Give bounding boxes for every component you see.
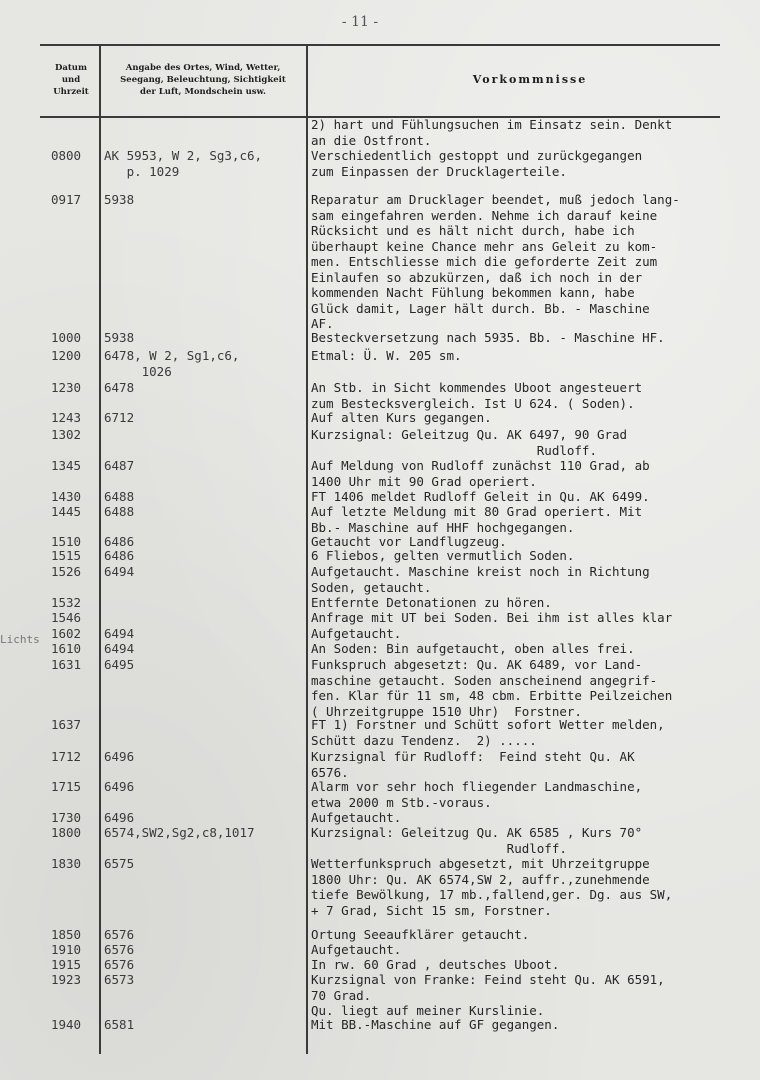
event-line: FT 1406 meldet Rudloff Geleit in Qu. AK 6499. (311, 489, 650, 504)
event-line: Kurzsignal für Rudloff: Feind steht Qu. AK (311, 749, 635, 764)
position-line: 6486 (104, 548, 135, 563)
event-line: Kurzsignal: Geleitzug Qu. AK 6497, 90 Grad (311, 427, 628, 442)
entry-time: 1602 (50, 626, 82, 641)
event-line: 6576. (311, 764, 349, 780)
position-line: 6581 (104, 1017, 135, 1032)
entry-event (311, 348, 760, 364)
position-line: 6496 (104, 779, 135, 794)
log-entry (0, 595, 760, 610)
log-entry (0, 641, 760, 656)
entry-position (104, 972, 306, 988)
event-line: Einlaufen so abzukürzen, daß ich noch in der (311, 269, 643, 285)
event-line: Aufgetaucht. (311, 626, 402, 641)
entry-position (104, 626, 306, 642)
event-line: FT 1) Forstner und Schütt sofort Wetter melden, (311, 717, 665, 732)
entry-time: 1430 (50, 489, 82, 504)
log-entry (0, 504, 760, 535)
entry-time: 0800 (50, 148, 82, 163)
event-line: + 7 Grad, Sicht 15 sm, Forstner. (311, 902, 552, 918)
event-line: Rudloff. (311, 840, 567, 856)
entry-position (104, 1017, 306, 1033)
entry-position (104, 564, 306, 580)
event-line: Funkspruch abgesetzt: Qu. AK 6489, vor Land- (311, 657, 643, 672)
log-entry (0, 927, 760, 942)
position-line: 6573 (104, 972, 135, 987)
event-line: überhaupt keine Chance mehr ans Geleit zu kom- (311, 238, 658, 254)
event-line: Getaucht vor Landflugzeug. (311, 534, 507, 549)
position-line: 6576 (104, 942, 135, 957)
event-line: ( Uhrzeitgruppe 1510 Uhr) Forstner. (311, 703, 582, 719)
event-line: 2) hart und Fühlungsuchen im Einsatz sein. Denkt (311, 117, 673, 132)
entry-time: 0917 (50, 192, 82, 207)
entry-event (311, 595, 760, 611)
entry-event (311, 927, 760, 943)
log-entry (0, 380, 760, 411)
event-line: Qu. liegt auf meiner Kurslinie. (311, 1003, 545, 1018)
position-line: 6576 (104, 927, 135, 942)
margin-note: Lichts (0, 633, 40, 646)
event-line: 6 Fliebos, gelten vermutlich Soden. (311, 548, 575, 563)
position-line: 6494 (104, 626, 135, 641)
log-entry (0, 117, 760, 148)
entry-time: 1515 (50, 548, 82, 563)
event-line: Aufgetaucht. Maschine kreist noch in Richtung (311, 564, 650, 579)
log-entry (0, 856, 760, 918)
event-line: Bb.- Maschine auf HHF hochgegangen. (311, 519, 575, 535)
entry-event (311, 657, 760, 719)
entry-position (104, 942, 306, 958)
entry-event (311, 380, 760, 411)
event-line: Auf Meldung von Rudloff zunächst 110 Grad, ab (311, 458, 650, 473)
entry-time: 1800 (50, 825, 82, 840)
position-line: 6488 (104, 504, 135, 519)
entry-time: 1715 (50, 779, 82, 794)
position-line: AK 5953, W 2, Sg3,c6, (104, 148, 263, 163)
entry-time: 1510 (50, 534, 82, 549)
log-entry (0, 825, 760, 856)
entry-event (311, 717, 760, 748)
entry-time: 1230 (50, 380, 82, 395)
entry-event (311, 548, 760, 564)
entry-position (104, 641, 306, 657)
entry-position (104, 148, 306, 179)
position-line: 6496 (104, 749, 135, 764)
position-line: 6576 (104, 957, 135, 972)
entry-position (104, 192, 306, 208)
column-divider-1 (99, 44, 101, 1054)
position-line: 6575 (104, 856, 135, 871)
header-date-time: Datum und Uhrzeit (53, 63, 89, 97)
log-entry (0, 489, 760, 504)
position-line: 1026 (104, 363, 172, 379)
entry-position (104, 856, 306, 872)
event-line: etwa 2000 m Stb.-voraus. (311, 794, 492, 810)
header-top-rule (40, 44, 720, 46)
position-line: 6496 (104, 810, 135, 825)
entry-event (311, 779, 760, 810)
event-line: Alarm vor sehr hoch fliegender Landmaschine, (311, 779, 643, 794)
entry-event (311, 117, 760, 148)
entry-event (311, 942, 760, 958)
entry-time: 1532 (50, 595, 82, 610)
position-line: 6495 (104, 657, 135, 672)
entry-event (311, 192, 760, 332)
log-entry (0, 534, 760, 549)
entry-time: 1915 (50, 957, 82, 972)
entry-event (311, 148, 760, 179)
log-entry (0, 410, 760, 425)
event-line: Rücksicht und es hält nicht durch, habe ich (311, 223, 635, 238)
page-number: - 11 - (341, 14, 379, 30)
position-line: 5938 (104, 330, 135, 345)
entry-time: 1637 (50, 717, 82, 732)
entry-time: 1200 (50, 348, 82, 363)
entry-time: 1000 (50, 330, 82, 345)
position-line: 6712 (104, 410, 135, 425)
entry-event (311, 458, 760, 489)
event-line: Kurzsignal: Geleitzug Qu. AK 6585 , Kurs 70° (311, 825, 643, 840)
event-line: An Stb. in Sicht kommendes Uboot angesteuert (311, 380, 643, 395)
event-line: AF. (311, 316, 334, 331)
event-line: Wetterfunkspruch abgesetzt, mit Uhrzeitgruppe (311, 856, 650, 871)
entry-position (104, 504, 306, 520)
entry-position (104, 458, 306, 474)
event-line: Entfernte Detonationen zu hören. (311, 595, 552, 610)
entry-position (104, 957, 306, 973)
event-line: Aufgetaucht. (311, 810, 402, 825)
position-line: p. 1029 (104, 163, 180, 179)
position-line: 6574,SW2,Sg2,c8,1017 (104, 825, 255, 840)
event-line: zum Einpassen der Drucklagerteile. (311, 163, 567, 179)
event-line: kommenden Nacht Fühlung bekommen kann, habe (311, 285, 635, 300)
event-line: sam eingefahren werden. Nehme ich darauf keine (311, 207, 658, 223)
event-line: Rudloff. (311, 442, 597, 458)
entry-event (311, 427, 760, 458)
event-line: Verschiedentlich gestoppt und zurückgegangen (311, 148, 643, 163)
event-line: Reparatur am Drucklager beendet, muß jedoch lang- (311, 192, 680, 207)
log-entry (0, 810, 760, 825)
event-line: Besteckversetzung nach 5935. Bb. - Maschine HF. (311, 330, 665, 345)
entry-time: 1526 (50, 564, 82, 579)
event-line: Kurzsignal von Franke: Feind steht Qu. AK 6591, (311, 972, 665, 987)
entry-event (311, 825, 760, 856)
entry-time: 1445 (50, 504, 82, 519)
event-line: fen. Klar für 11 sm, 48 cbm. Erbitte Peilzeichen (311, 688, 673, 703)
entry-time: 1345 (50, 458, 82, 473)
event-line: Mit BB.-Maschine auf GF gegangen. (311, 1017, 560, 1032)
log-entry (0, 427, 760, 458)
log-entry (0, 749, 760, 780)
log-entry (0, 972, 760, 1018)
log-entry (0, 548, 760, 563)
event-line: Glück damit, Lager hält durch. Bb. - Maschine (311, 300, 650, 316)
header-events: Vorkommnisse (472, 73, 588, 86)
position-line: 6494 (104, 641, 135, 656)
event-line: men. Entschliesse mich die geforderte Zeit zum (311, 254, 658, 269)
entry-time: 1712 (50, 749, 82, 764)
entry-time: 1830 (50, 856, 82, 871)
entry-position (104, 749, 306, 765)
position-line: 6488 (104, 489, 135, 504)
position-line: 6478, W 2, Sg1,c6, (104, 348, 240, 363)
entry-time: 1610 (50, 641, 82, 656)
log-entry (0, 942, 760, 957)
entry-position (104, 380, 306, 396)
entry-position (104, 779, 306, 795)
entry-event (311, 410, 760, 426)
entry-time: 1243 (50, 410, 82, 425)
header-position-weather: Angabe des Ortes, Wind, Wetter, Seegang, Beleuchtung, Sichtigkeit der Luft, Mondschein usw. (120, 63, 286, 97)
event-line: 70 Grad. (311, 987, 372, 1003)
entry-event (311, 330, 760, 346)
entry-position (104, 810, 306, 826)
entry-time: 1850 (50, 927, 82, 942)
event-line: Anfrage mit UT bei Soden. Bei ihm ist alles klar (311, 610, 673, 625)
entry-time: 1730 (50, 810, 82, 825)
event-line: Soden, getaucht. (311, 579, 432, 595)
event-line: 1400 Uhr mit 90 Grad operiert. (311, 473, 537, 489)
event-line: In rw. 60 Grad , deutsches Uboot. (311, 957, 560, 972)
log-entry (0, 717, 760, 748)
event-line: An Soden: Bin aufgetaucht, oben alles frei. (311, 641, 635, 656)
event-line: an die Ostfront. (311, 132, 432, 148)
entry-event (311, 856, 760, 918)
log-entry (0, 1017, 760, 1032)
event-line: Etmal: Ü. W. 205 sm. (311, 348, 462, 363)
entry-event (311, 749, 760, 780)
entry-position (104, 330, 306, 346)
log-entry (0, 610, 760, 625)
entry-event (311, 1017, 760, 1033)
entry-position (104, 548, 306, 564)
entry-event (311, 810, 760, 826)
entry-event (311, 641, 760, 657)
entry-position (104, 348, 306, 379)
log-entry (0, 192, 760, 331)
entry-event (311, 564, 760, 595)
entry-time: 1910 (50, 942, 82, 957)
event-line: Auf alten Kurs gegangen. (311, 410, 492, 425)
position-line: 5938 (104, 192, 135, 207)
position-line: 6478 (104, 380, 135, 395)
log-entry (0, 330, 760, 345)
entry-event (311, 957, 760, 973)
entry-event (311, 972, 760, 1019)
event-line: Ortung Seeaufklärer getaucht. (311, 927, 530, 942)
entry-event (311, 504, 760, 535)
event-line: Aufgetaucht. (311, 942, 402, 957)
entry-event (311, 626, 760, 642)
entry-position (104, 489, 306, 505)
entry-position (104, 657, 306, 673)
log-entry (0, 564, 760, 595)
event-line: zum Bestecksvergleich. Ist U 624. ( Soden). (311, 395, 635, 411)
entry-event (311, 610, 760, 626)
entry-time: 1302 (50, 427, 82, 442)
log-entry (0, 779, 760, 810)
entry-time: 1940 (50, 1017, 82, 1032)
position-line: 6486 (104, 534, 135, 549)
entry-position (104, 825, 306, 841)
event-line: Auf letzte Meldung mit 80 Grad operiert. Mit (311, 504, 643, 519)
entry-position (104, 927, 306, 943)
entry-position (104, 410, 306, 426)
log-entry (0, 657, 760, 719)
entry-time: 1546 (50, 610, 82, 625)
entry-event (311, 489, 760, 505)
log-entry (0, 458, 760, 489)
column-divider-2 (306, 44, 308, 1054)
entry-time: 1631 (50, 657, 82, 672)
event-line: maschine getaucht. Soden anscheinend angegrif- (311, 672, 658, 688)
entry-time: 1923 (50, 972, 82, 987)
log-entry (0, 348, 760, 379)
position-line: 6487 (104, 458, 135, 473)
position-line: 6494 (104, 564, 135, 579)
event-line: 1800 Uhr: Qu. AK 6574,SW 2, auffr.,zunehmende (311, 871, 650, 887)
event-line: tiefe Bewölkung, 17 mb.,fallend,ger. Dg. aus SW, (311, 887, 673, 902)
log-entry (0, 148, 760, 179)
event-line: Schütt dazu Tendenz. 2) ..... (311, 732, 537, 748)
log-entry (0, 957, 760, 972)
